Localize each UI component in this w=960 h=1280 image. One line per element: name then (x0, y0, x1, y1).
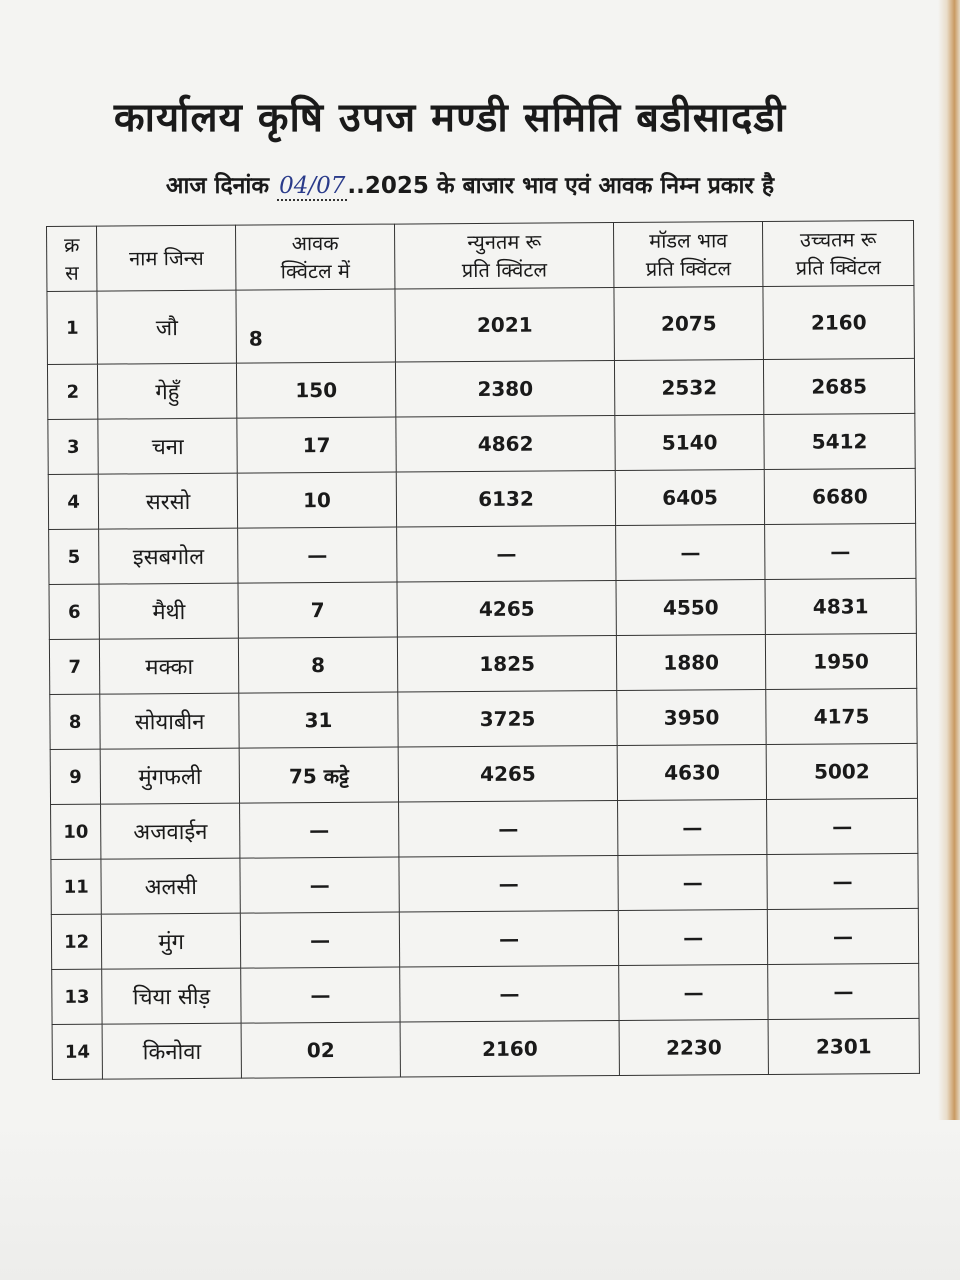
cell-sr: 4 (48, 474, 99, 529)
cell-min-price: 2160 (400, 1021, 620, 1078)
cell-commodity: मैथी (99, 583, 238, 639)
cell-max-price: — (768, 963, 919, 1019)
cell-modal-price: 2075 (614, 286, 763, 360)
cell-min-price: 6132 (396, 471, 616, 528)
col-header-min-price: न्युनतम रू प्रति क्विंटल (394, 223, 614, 290)
page-title: कार्यालय कृषि उपज मण्डी समिति बडीसादडी (113, 95, 787, 141)
cell-sr: 11 (51, 859, 102, 914)
cell-modal-price: — (619, 964, 768, 1020)
cell-arrival: 7 (238, 582, 397, 638)
cell-arrival: 17 (237, 417, 396, 473)
cell-commodity: सरसो (99, 473, 238, 529)
cell-commodity: मक्का (100, 638, 239, 694)
table-row (48, 468, 915, 529)
cell-sr: 12 (51, 914, 102, 969)
cell-max-price: 2160 (763, 285, 914, 359)
header-row (47, 220, 914, 291)
table-row (47, 285, 914, 364)
cell-sr: 8 (50, 694, 101, 749)
col-header-commodity: नाम जिन्स (97, 225, 236, 291)
table-row (49, 523, 916, 584)
cell-max-price: — (765, 523, 916, 579)
cell-arrival: 31 (239, 692, 398, 748)
cell-modal-price: 4550 (616, 579, 765, 635)
cell-modal-price: — (619, 909, 768, 965)
cell-modal-price: 4630 (617, 744, 766, 800)
table-row (52, 963, 919, 1024)
cell-commodity: सोयाबीन (100, 693, 239, 749)
cell-sr: 1 (47, 291, 98, 364)
table-row (49, 578, 916, 639)
cell-max-price: 1950 (765, 633, 916, 689)
col-header-sr: क्र स (47, 226, 98, 291)
col-header-arrival: आवक क्विंटल में (236, 224, 395, 290)
cell-max-price: 5002 (766, 743, 917, 799)
table-row (50, 688, 917, 749)
cell-arrival: — (240, 912, 399, 968)
cell-max-price: — (767, 908, 918, 964)
cell-modal-price: 6405 (615, 469, 764, 525)
cell-sr: 2 (47, 364, 98, 419)
cell-modal-price: 2230 (619, 1019, 768, 1075)
cell-min-price: — (399, 911, 619, 968)
table-row (48, 413, 915, 474)
cell-min-price: 1825 (397, 636, 617, 693)
cell-sr: 7 (49, 639, 100, 694)
cell-sr: 6 (49, 584, 100, 639)
cell-modal-price: 3950 (617, 689, 766, 745)
cell-commodity: अजवाईन (101, 803, 240, 859)
cell-min-price: 2021 (395, 288, 615, 363)
cell-max-price: 2685 (764, 358, 915, 414)
cell-sr: 14 (52, 1024, 103, 1079)
table-row (49, 633, 916, 694)
cell-arrival: 75 कट्टे (239, 747, 398, 803)
cell-arrival: 150 (237, 362, 396, 418)
cell-max-price: — (767, 853, 918, 909)
cell-arrival: — (240, 802, 399, 858)
cell-commodity: गेहुँ (98, 363, 237, 419)
cell-commodity: अलसी (101, 858, 240, 914)
cell-max-price: 4175 (766, 688, 917, 744)
table-row (51, 853, 918, 914)
cell-max-price: 5412 (764, 413, 915, 469)
cell-commodity: मुंग (102, 913, 241, 969)
cell-max-price: — (767, 798, 918, 854)
cell-min-price: 4265 (397, 581, 617, 638)
cell-commodity: इसबगोल (99, 528, 238, 584)
cell-sr: 3 (48, 419, 99, 474)
cell-min-price: 2380 (395, 361, 615, 418)
col-header-max-price: उच्चतम रू प्रति क्विंटल (763, 220, 914, 286)
col-header-modal-price: मॉडल भाव प्रति क्विंटल (614, 221, 763, 287)
cell-sr: 10 (51, 804, 102, 859)
cell-modal-price: — (616, 524, 765, 580)
handwritten-date: 04/07 (279, 173, 346, 199)
cell-min-price: — (399, 801, 619, 858)
cell-max-price: 4831 (765, 578, 916, 634)
cell-modal-price: 2532 (615, 359, 764, 415)
cell-min-price: — (399, 856, 619, 913)
cell-min-price: — (397, 526, 617, 583)
cell-sr: 9 (50, 749, 101, 804)
price-table (46, 220, 920, 1080)
subtitle (0, 168, 940, 200)
cell-arrival: 02 (241, 1022, 400, 1078)
cell-commodity: किनोवा (102, 1023, 241, 1079)
cell-arrival: 10 (237, 472, 396, 528)
cell-commodity: मुंगफली (100, 748, 239, 804)
cell-arrival: — (241, 967, 400, 1023)
paper-edge (938, 0, 960, 1280)
cell-modal-price: 5140 (615, 414, 764, 470)
cell-min-price: — (400, 966, 620, 1023)
cell-arrival: 8 (236, 289, 395, 363)
cell-modal-price: — (618, 854, 767, 910)
cell-min-price: 3725 (398, 691, 618, 748)
blank-paper-area (0, 1120, 960, 1280)
cell-commodity: जौ (97, 290, 236, 364)
table-row (50, 743, 917, 804)
cell-sr: 5 (49, 529, 100, 584)
cell-modal-price: — (618, 799, 767, 855)
cell-arrival: — (240, 857, 399, 913)
cell-min-price: 4265 (398, 746, 618, 803)
table-row (51, 908, 918, 969)
table-row (52, 1018, 919, 1079)
cell-commodity: चिया सीड़ (102, 968, 241, 1024)
cell-arrival: — (238, 527, 397, 583)
cell-modal-price: 1880 (617, 634, 766, 690)
cell-max-price: 2301 (768, 1018, 919, 1074)
cell-min-price: 4862 (396, 416, 616, 473)
cell-sr: 13 (52, 969, 103, 1024)
subtitle-suffix: ..2025 के बाजार भाव एवं आवक निम्न प्रकार है (347, 173, 775, 199)
cell-max-price: 6680 (764, 468, 915, 524)
subtitle-prefix: आज दिनांक (165, 173, 270, 199)
cell-commodity: चना (98, 418, 237, 474)
table-row (51, 798, 918, 859)
cell-arrival: 8 (238, 637, 397, 693)
table-row (47, 358, 914, 419)
